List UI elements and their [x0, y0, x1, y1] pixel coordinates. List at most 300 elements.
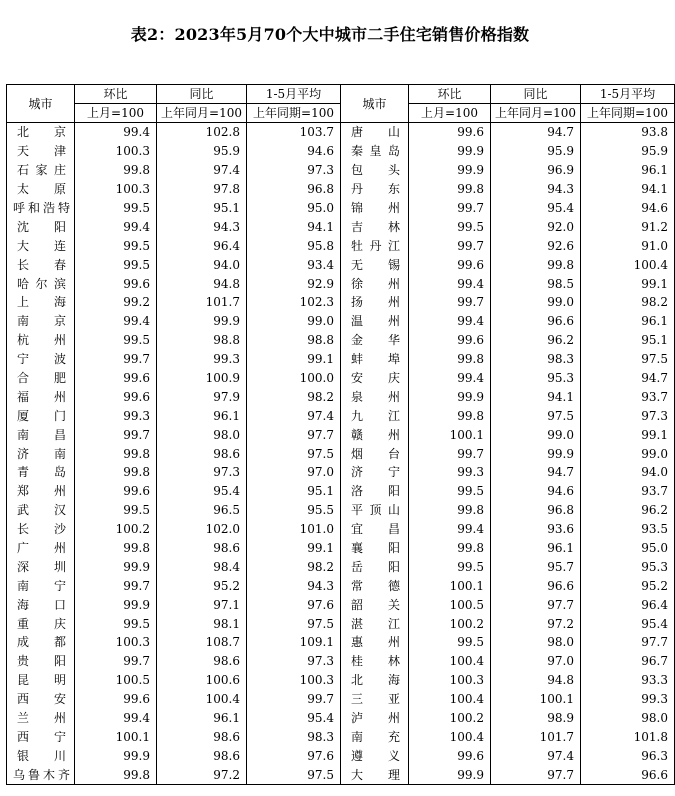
yoy-value-left: 108.7	[157, 633, 247, 652]
city-cell-right	[341, 387, 409, 406]
header-city-left: 城市	[7, 85, 75, 123]
avg-value-left: 99.7	[247, 690, 341, 709]
city-name: 泉 州	[351, 389, 400, 404]
header-yoy-base-right: 上年同月=100	[491, 104, 581, 123]
city-cell-right	[341, 444, 409, 463]
header-city-right: 城市	[341, 85, 409, 123]
city-cell-left	[7, 652, 75, 671]
yoy-value-left: 98.6	[157, 728, 247, 747]
city-name: 济 宁	[351, 465, 400, 480]
table-row	[7, 765, 675, 784]
mom-value-right: 99.9	[409, 765, 491, 784]
city-name: 厦 门	[17, 408, 66, 423]
city-name: 金 华	[351, 333, 400, 348]
city-cell-left	[7, 709, 75, 728]
avg-value-right: 95.1	[581, 331, 675, 350]
table-row	[7, 576, 675, 595]
yoy-value-right: 93.6	[491, 520, 581, 539]
city-name: 石家庄	[17, 163, 66, 178]
yoy-value-left: 98.6	[157, 652, 247, 671]
avg-value-right: 95.3	[581, 557, 675, 576]
table-row	[7, 123, 675, 142]
table-row	[7, 274, 675, 293]
city-name: 西 宁	[17, 729, 66, 744]
table-row	[7, 652, 675, 671]
avg-value-left: 102.3	[247, 293, 341, 312]
city-name: 上 海	[17, 295, 66, 310]
header-mom-base-left: 上月=100	[75, 104, 157, 123]
price-index-table-container	[6, 84, 668, 785]
table-row	[7, 690, 675, 709]
yoy-value-right: 94.7	[491, 463, 581, 482]
mom-value-left: 100.3	[75, 180, 157, 199]
yoy-value-right: 97.4	[491, 746, 581, 765]
yoy-value-left: 94.0	[157, 255, 247, 274]
yoy-value-right: 98.3	[491, 350, 581, 369]
header-yoy-left: 同比	[157, 85, 247, 104]
avg-value-right: 96.3	[581, 746, 675, 765]
city-cell-right	[341, 765, 409, 784]
city-cell-right	[341, 482, 409, 501]
avg-value-left: 95.4	[247, 709, 341, 728]
table-row	[7, 199, 675, 218]
mom-value-right: 99.9	[409, 142, 491, 161]
city-cell-right	[341, 161, 409, 180]
yoy-value-right: 92.0	[491, 217, 581, 236]
yoy-value-left: 99.9	[157, 312, 247, 331]
yoy-value-right: 97.2	[491, 614, 581, 633]
mom-value-left: 99.8	[75, 539, 157, 558]
city-cell-left	[7, 425, 75, 444]
table-row	[7, 614, 675, 633]
city-name: 平顶山	[351, 503, 400, 518]
avg-value-right: 95.9	[581, 142, 675, 161]
table-row	[7, 142, 675, 161]
city-name: 温 州	[351, 314, 400, 329]
city-cell-left	[7, 746, 75, 765]
city-cell-left	[7, 312, 75, 331]
city-cell-right	[341, 369, 409, 388]
header-mom-base-right: 上月=100	[409, 104, 491, 123]
mom-value-left: 99.5	[75, 331, 157, 350]
yoy-value-right: 94.3	[491, 180, 581, 199]
avg-value-right: 95.4	[581, 614, 675, 633]
city-cell-left	[7, 369, 75, 388]
avg-value-right: 101.8	[581, 728, 675, 747]
avg-value-left: 101.0	[247, 520, 341, 539]
mom-value-left: 99.7	[75, 425, 157, 444]
city-name: 洛 阳	[351, 484, 400, 499]
avg-value-left: 95.5	[247, 501, 341, 520]
city-cell-right	[341, 709, 409, 728]
city-cell-left	[7, 482, 75, 501]
avg-value-right: 97.3	[581, 406, 675, 425]
avg-value-right: 95.2	[581, 576, 675, 595]
avg-value-left: 97.3	[247, 652, 341, 671]
avg-value-right: 96.7	[581, 652, 675, 671]
mom-value-right: 100.1	[409, 425, 491, 444]
city-name: 北 海	[351, 673, 400, 688]
city-cell-left	[7, 236, 75, 255]
avg-value-right: 96.2	[581, 501, 675, 520]
city-cell-left	[7, 690, 75, 709]
yoy-value-left: 95.1	[157, 199, 247, 218]
city-cell-right	[341, 180, 409, 199]
header-avg-right: 1-5月平均	[581, 85, 675, 104]
yoy-value-left: 96.5	[157, 501, 247, 520]
city-name: 常 德	[351, 578, 400, 593]
mom-value-right: 99.7	[409, 199, 491, 218]
table-row	[7, 728, 675, 747]
table-row	[7, 746, 675, 765]
city-cell-right	[341, 652, 409, 671]
city-cell-right	[341, 614, 409, 633]
table-body	[7, 123, 675, 785]
yoy-value-left: 100.9	[157, 369, 247, 388]
table-row	[7, 161, 675, 180]
yoy-value-left: 98.1	[157, 614, 247, 633]
city-cell-left	[7, 633, 75, 652]
city-cell-right	[341, 199, 409, 218]
city-name: 福 州	[17, 389, 66, 404]
avg-value-right: 98.2	[581, 293, 675, 312]
city-name: 襄 阳	[351, 541, 400, 556]
city-name: 三 亚	[351, 692, 400, 707]
mom-value-right: 99.5	[409, 557, 491, 576]
city-name: 扬 州	[351, 295, 400, 310]
mom-value-right: 99.8	[409, 539, 491, 558]
mom-value-right: 99.5	[409, 217, 491, 236]
mom-value-left: 99.4	[75, 312, 157, 331]
city-name: 遵 义	[351, 748, 400, 763]
table-row	[7, 425, 675, 444]
avg-value-right: 99.3	[581, 690, 675, 709]
yoy-value-left: 95.2	[157, 576, 247, 595]
yoy-value-left: 98.6	[157, 539, 247, 558]
city-name: 武 汉	[17, 503, 66, 518]
city-cell-left	[7, 557, 75, 576]
city-cell-left	[7, 765, 75, 784]
city-cell-left	[7, 501, 75, 520]
mom-value-left: 100.1	[75, 728, 157, 747]
yoy-value-left: 98.0	[157, 425, 247, 444]
table-row	[7, 293, 675, 312]
avg-value-right: 94.6	[581, 199, 675, 218]
yoy-value-left: 96.1	[157, 709, 247, 728]
city-name: 大 理	[351, 767, 400, 782]
header-avg-left: 1-5月平均	[247, 85, 341, 104]
mom-value-right: 99.8	[409, 180, 491, 199]
city-cell-left	[7, 576, 75, 595]
avg-value-left: 95.0	[247, 199, 341, 218]
city-name: 南 京	[17, 314, 66, 329]
header-avg-base-right: 上年同期=100	[581, 104, 675, 123]
yoy-value-left: 99.3	[157, 350, 247, 369]
mom-value-right: 99.4	[409, 274, 491, 293]
avg-value-right: 96.1	[581, 312, 675, 331]
mom-value-right: 100.4	[409, 652, 491, 671]
city-cell-left	[7, 217, 75, 236]
header-mom-right: 环比	[409, 85, 491, 104]
avg-value-left: 103.7	[247, 123, 341, 142]
city-cell-right	[341, 293, 409, 312]
mom-value-left: 99.5	[75, 255, 157, 274]
mom-value-left: 99.7	[75, 576, 157, 595]
mom-value-left: 99.4	[75, 709, 157, 728]
yoy-value-left: 98.4	[157, 557, 247, 576]
yoy-value-left: 97.8	[157, 180, 247, 199]
city-cell-right	[341, 142, 409, 161]
yoy-value-right: 96.2	[491, 331, 581, 350]
yoy-value-right: 97.7	[491, 595, 581, 614]
mom-value-right: 99.4	[409, 369, 491, 388]
city-cell-left	[7, 539, 75, 558]
city-cell-right	[341, 463, 409, 482]
header-row-1	[7, 85, 675, 104]
mom-value-right: 99.5	[409, 482, 491, 501]
city-name: 合 肥	[17, 371, 66, 386]
avg-value-left: 95.1	[247, 482, 341, 501]
price-index-table	[6, 84, 675, 785]
city-cell-right	[341, 595, 409, 614]
city-name: 南 充	[351, 729, 400, 744]
mom-value-left: 99.5	[75, 614, 157, 633]
city-name: 海 口	[17, 597, 66, 612]
yoy-value-right: 96.1	[491, 539, 581, 558]
yoy-value-right: 99.8	[491, 255, 581, 274]
city-name: 烟 台	[351, 446, 400, 461]
avg-value-right: 93.7	[581, 387, 675, 406]
city-name: 杭 州	[17, 333, 66, 348]
mom-value-left: 99.8	[75, 161, 157, 180]
mom-value-right: 99.9	[409, 161, 491, 180]
avg-value-left: 94.6	[247, 142, 341, 161]
mom-value-right: 99.8	[409, 350, 491, 369]
mom-value-right: 99.4	[409, 312, 491, 331]
avg-value-right: 94.7	[581, 369, 675, 388]
city-name: 沈 阳	[17, 219, 66, 234]
city-cell-right	[341, 274, 409, 293]
city-cell-left	[7, 614, 75, 633]
avg-value-left: 97.7	[247, 425, 341, 444]
city-name: 蚌 埠	[351, 352, 400, 367]
mom-value-left: 99.4	[75, 123, 157, 142]
mom-value-left: 99.3	[75, 406, 157, 425]
avg-value-left: 99.1	[247, 539, 341, 558]
avg-value-left: 98.2	[247, 387, 341, 406]
yoy-value-left: 96.4	[157, 236, 247, 255]
mom-value-right: 100.1	[409, 576, 491, 595]
mom-value-left: 100.3	[75, 633, 157, 652]
city-cell-right	[341, 236, 409, 255]
avg-value-left: 97.6	[247, 595, 341, 614]
mom-value-left: 99.6	[75, 690, 157, 709]
yoy-value-left: 100.6	[157, 671, 247, 690]
yoy-value-left: 100.4	[157, 690, 247, 709]
table-row	[7, 369, 675, 388]
table-header	[7, 85, 675, 123]
yoy-value-right: 94.7	[491, 123, 581, 142]
city-cell-right	[341, 728, 409, 747]
avg-value-right: 93.8	[581, 123, 675, 142]
yoy-value-right: 99.9	[491, 444, 581, 463]
city-name: 南 宁	[17, 578, 66, 593]
table-row	[7, 387, 675, 406]
yoy-value-right: 96.6	[491, 576, 581, 595]
city-cell-left	[7, 255, 75, 274]
table-row	[7, 557, 675, 576]
table-row	[7, 709, 675, 728]
city-name: 无 锡	[351, 257, 400, 272]
avg-value-left: 98.2	[247, 557, 341, 576]
yoy-value-right: 99.0	[491, 293, 581, 312]
mom-value-left: 99.9	[75, 746, 157, 765]
city-name: 西 安	[17, 692, 66, 707]
avg-value-left: 94.3	[247, 576, 341, 595]
city-cell-right	[341, 255, 409, 274]
avg-value-right: 93.3	[581, 671, 675, 690]
city-name: 银 川	[17, 748, 66, 763]
city-name: 贵 阳	[17, 654, 66, 669]
city-name: 唐 山	[351, 125, 400, 140]
city-name: 长 春	[17, 257, 66, 272]
header-yoy-base-left: 上年同月=100	[157, 104, 247, 123]
mom-value-right: 99.6	[409, 255, 491, 274]
avg-value-right: 99.1	[581, 425, 675, 444]
city-name: 岳 阳	[351, 559, 400, 574]
city-cell-right	[341, 331, 409, 350]
mom-value-left: 99.8	[75, 463, 157, 482]
table-row	[7, 217, 675, 236]
city-cell-left	[7, 595, 75, 614]
city-name: 兰 州	[17, 711, 66, 726]
city-name: 锦 州	[351, 201, 400, 215]
yoy-value-left: 98.8	[157, 331, 247, 350]
city-name: 济 南	[17, 446, 66, 461]
city-name: 安 庆	[351, 371, 400, 386]
yoy-value-left: 102.8	[157, 123, 247, 142]
city-cell-left	[7, 199, 75, 218]
avg-value-right: 93.7	[581, 482, 675, 501]
city-cell-left	[7, 520, 75, 539]
yoy-value-right: 96.8	[491, 501, 581, 520]
city-cell-left	[7, 161, 75, 180]
city-name: 宜 昌	[351, 522, 400, 537]
mom-value-left: 99.8	[75, 765, 157, 784]
yoy-value-right: 98.5	[491, 274, 581, 293]
mom-value-left: 100.2	[75, 520, 157, 539]
city-name: 郑 州	[17, 484, 66, 499]
avg-value-left: 92.9	[247, 274, 341, 293]
mom-value-right: 100.4	[409, 728, 491, 747]
city-cell-left	[7, 463, 75, 482]
city-name: 九 江	[351, 408, 400, 423]
yoy-value-right: 98.9	[491, 709, 581, 728]
avg-value-right: 96.4	[581, 595, 675, 614]
header-avg-base-left: 上年同期=100	[247, 104, 341, 123]
city-cell-left	[7, 728, 75, 747]
city-cell-right	[341, 671, 409, 690]
city-name: 广 州	[17, 541, 66, 556]
mom-value-right: 99.6	[409, 746, 491, 765]
yoy-value-right: 95.4	[491, 199, 581, 218]
city-name: 牡丹江	[351, 238, 400, 253]
mom-value-right: 99.7	[409, 236, 491, 255]
mom-value-right: 99.9	[409, 387, 491, 406]
city-name: 宁 波	[17, 352, 66, 367]
city-name: 青 岛	[17, 465, 66, 480]
city-cell-right	[341, 557, 409, 576]
city-cell-left	[7, 123, 75, 142]
city-cell-right	[341, 501, 409, 520]
city-cell-left	[7, 387, 75, 406]
city-cell-left	[7, 444, 75, 463]
mom-value-left: 99.6	[75, 274, 157, 293]
mom-value-left: 99.6	[75, 482, 157, 501]
avg-value-right: 98.0	[581, 709, 675, 728]
city-name: 呼和浩特	[13, 201, 70, 215]
avg-value-right: 96.1	[581, 161, 675, 180]
mom-value-right: 100.2	[409, 614, 491, 633]
city-cell-right	[341, 690, 409, 709]
table-row	[7, 501, 675, 520]
avg-value-right: 99.0	[581, 444, 675, 463]
avg-value-left: 98.8	[247, 331, 341, 350]
avg-value-right: 96.6	[581, 765, 675, 784]
avg-value-left: 109.1	[247, 633, 341, 652]
avg-value-right: 97.5	[581, 350, 675, 369]
mom-value-right: 100.3	[409, 671, 491, 690]
yoy-value-right: 96.9	[491, 161, 581, 180]
yoy-value-right: 97.7	[491, 765, 581, 784]
city-cell-left	[7, 331, 75, 350]
city-cell-left	[7, 671, 75, 690]
city-name: 韶 关	[351, 597, 400, 612]
city-cell-right	[341, 217, 409, 236]
header-yoy-right: 同比	[491, 85, 581, 104]
avg-value-left: 97.4	[247, 406, 341, 425]
avg-value-right: 95.0	[581, 539, 675, 558]
yoy-value-left: 96.1	[157, 406, 247, 425]
table-row	[7, 463, 675, 482]
mom-value-left: 99.4	[75, 217, 157, 236]
avg-value-left: 97.5	[247, 614, 341, 633]
mom-value-left: 99.6	[75, 387, 157, 406]
table-row	[7, 595, 675, 614]
table-row	[7, 180, 675, 199]
avg-value-right: 91.0	[581, 236, 675, 255]
mom-value-right: 99.7	[409, 444, 491, 463]
mom-value-left: 99.5	[75, 236, 157, 255]
yoy-value-left: 101.7	[157, 293, 247, 312]
avg-value-right: 91.2	[581, 217, 675, 236]
yoy-value-right: 97.5	[491, 406, 581, 425]
yoy-value-left: 94.3	[157, 217, 247, 236]
city-name: 桂 林	[351, 654, 400, 669]
yoy-value-left: 97.9	[157, 387, 247, 406]
avg-value-right: 94.1	[581, 180, 675, 199]
city-cell-right	[341, 425, 409, 444]
city-cell-right	[341, 312, 409, 331]
city-name: 徐 州	[351, 276, 400, 291]
yoy-value-left: 98.6	[157, 444, 247, 463]
table-row	[7, 520, 675, 539]
city-cell-right	[341, 576, 409, 595]
mom-value-right: 99.7	[409, 293, 491, 312]
table-row	[7, 482, 675, 501]
city-name: 包 头	[351, 163, 400, 178]
city-name: 丹 东	[351, 182, 400, 197]
